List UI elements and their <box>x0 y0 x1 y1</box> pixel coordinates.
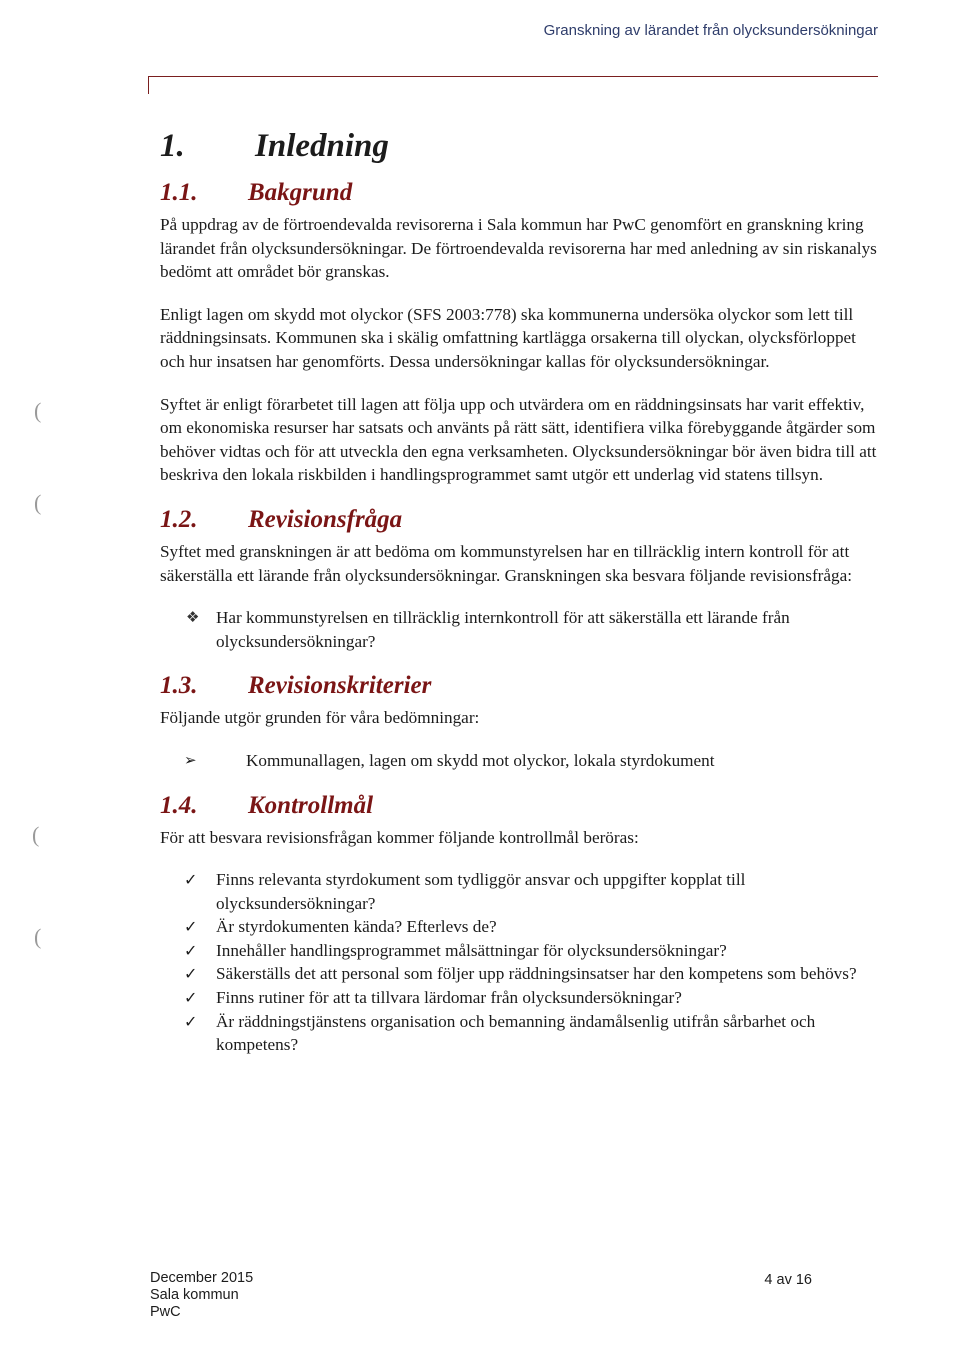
paragraph: Enligt lagen om skydd mot olyckor (SFS 2003:778) ska kommunerna undersöka olyckor som lett till räddningsinsats. Kommunen ska i skälig omfattning kartlägga orsakerna till olyckan, olycksförloppet och hur insatsen har genomförts. Dessa undersökningar kallas för olycksundersökningar. <box>160 304 856 371</box>
list-item-text: Innehåller handlingsprogrammet målsättningar för olycksundersökningar? <box>216 940 727 960</box>
section-title: Kontrollmål <box>248 791 374 819</box>
section-title: Revisionskriterier <box>248 672 432 700</box>
list-item-text: Kommunallagen, lagen om skydd mot olyckor, lokala styrdokument <box>246 750 715 770</box>
margin-mark: ( <box>32 822 40 847</box>
arrow-bullet-icon: ➢ <box>184 750 197 769</box>
document-body <box>160 128 880 1057</box>
checkmark-icon: ✓ <box>184 988 198 1008</box>
header-rule <box>148 76 878 77</box>
paragraph: Syftet med granskningen är att bedöma om kommunstyrelsen har en tillräcklig intern kontroll för att säkerställa ett lärande från olycksundersökningar. Granskningen ska besvara följande revisionsfråga: <box>160 541 853 585</box>
list-item <box>160 962 880 986</box>
section-number: 1.3. <box>160 672 198 700</box>
revision-question-list <box>160 606 880 653</box>
list-item-text: Har kommunstyrelsen en tillräcklig internkontroll för att säkerställa ett lärande från olycksundersökningar? <box>216 608 790 651</box>
paragraph: För att besvara revisionsfrågan kommer följande kontrollmål beröras: <box>160 827 639 847</box>
list-item <box>160 749 880 773</box>
list-item-text: Finns relevanta styrdokument som tydliggör ansvar och uppgifter kopplat till olycksundersökningar? <box>216 870 746 913</box>
paragraph: Följande utgör grunden för våra bedömningar: <box>160 708 480 728</box>
section-heading-kontrollmal <box>160 792 880 820</box>
list-item-text: Är räddningstjänstens organisation och bemanning ändamålsenlig utifrån sårbarhet och kompetens? <box>216 1011 816 1055</box>
list-item <box>160 915 880 939</box>
margin-mark: ( <box>34 924 42 949</box>
list-item-text: Säkerställs det att personal som följer upp räddningsinsatser har den kompetens som behövs? <box>216 964 857 984</box>
page-number: 4 av 16 <box>764 1272 812 1288</box>
section-heading-revisionskriterier <box>160 672 880 700</box>
section-heading-bakgrund <box>160 179 880 207</box>
margin-mark: ( <box>34 490 42 515</box>
checkmark-icon: ✓ <box>184 917 198 937</box>
header-rule-tick <box>148 76 149 94</box>
footer-date: December 2015 <box>150 1270 254 1286</box>
chapter-number: 1. <box>160 128 185 164</box>
section-title: Bakgrund <box>248 179 353 206</box>
chapter-heading <box>160 128 880 165</box>
checkmark-icon: ✓ <box>184 1011 198 1031</box>
margin-mark: ( <box>34 398 42 423</box>
list-item <box>160 1010 880 1057</box>
checkmark-icon: ✓ <box>184 940 198 960</box>
running-header: Granskning av lärandet från olycksundersökningar <box>543 22 878 39</box>
list-item <box>160 868 880 915</box>
paragraph: På uppdrag av de förtroendevalda revisorerna i Sala kommun har PwC genomfört en granskning kring lärandet från olycksundersökningar. De förtroendevalda revisorerna har med anledning av sin riskanalys bedömt att området bör granskas. <box>160 215 877 282</box>
list-item-text: Är styrdokumenten kända? Efterlevs de? <box>216 917 497 937</box>
paragraph: Syftet är enligt förarbetet till lagen att följa upp och utvärdera om en räddningsinsats har varit effektiv, om ekonomiska resurser har satsats och använts på rätt sätt, identifiera vilka förebyggande åtgärder som behöver vidtas och för att utveckla den egna verksamheten. Olycksundersökningar bör även bidra till att beskriva den lokala riskbilden i handlingsprogrammet samt utgör ett underlag vid statens tillsyn. <box>160 394 877 485</box>
chapter-title: Inledning <box>255 128 389 164</box>
list-item <box>160 986 880 1010</box>
section-number: 1.4. <box>160 791 198 819</box>
footer-info <box>150 1270 253 1321</box>
footer-firm: PwC <box>150 1304 181 1320</box>
list-item <box>160 606 880 653</box>
section-title: Revisionsfråga <box>248 505 403 533</box>
list-item-text: Finns rutiner för att ta tillvara lärdomar från olycksundersökningar? <box>216 988 682 1008</box>
footer-organization: Sala kommun <box>150 1287 239 1303</box>
section-number: 1.1. <box>160 179 198 206</box>
section-number: 1.2. <box>160 505 198 533</box>
control-objectives-list <box>160 868 880 1057</box>
section-heading-revisionsfraga <box>160 506 880 534</box>
list-item <box>160 939 880 963</box>
checkmark-icon: ✓ <box>184 964 198 984</box>
checkmark-icon: ✓ <box>184 870 198 890</box>
diamond-bullet-icon: ❖ <box>186 608 200 627</box>
criteria-list <box>160 749 880 773</box>
